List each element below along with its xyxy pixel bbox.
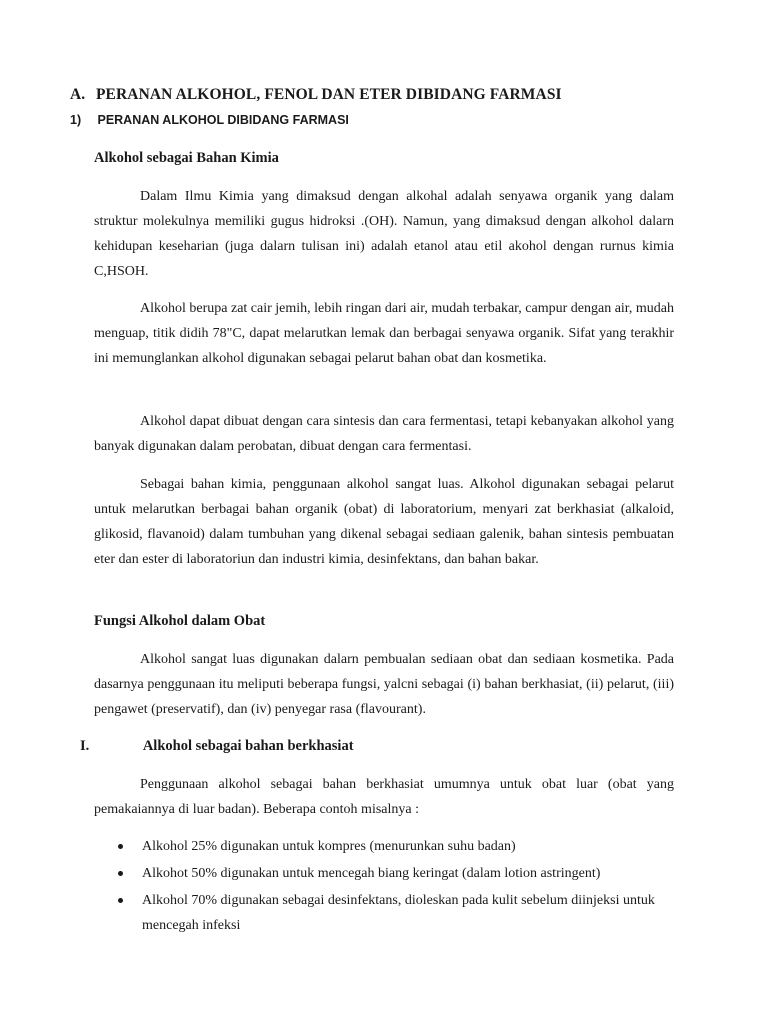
main-heading-number: A. [70, 86, 86, 103]
sub-heading-title: PERANAN ALKOHOL DIBIDANG FARMASI [97, 113, 349, 127]
bullet-list [94, 834, 674, 940]
list-item-text: Alkohol 70% digunakan sebagai desinfektans, dioleskan pada kulit sebelum diinjeksi untuk mencegah infeksi [142, 893, 655, 933]
paragraph-functions: Alkohol sangat luas digunakan dalarn pembualan sediaan obat dan sediaan kosmetika. Pada dasarnya penggunaan itu meliputi beberapa fungsi, yalcni sebagai (i) bahan berkhasiat, (ii) pelarut, (iii) pengawet (preservatif), dan (iv) penyegar rasa (flavourant). [94, 652, 674, 717]
paragraph-uses: Sebagai bahan kimia, penggunaan alkohol sangat luas. Alkohol digunakan sebagai pelarut untuk melarutkan berbagai bahan organik (obat) di laboratorium, menyari zat berkhasiat (alkaloid, glikosid, flavanoid) dalam tumbuhan yang dikenal sebagai sediaan galenik, bahan sintesis pembuatan eter dan ester di laboratoriun dan industri kimia, desinfektans, dan bahan bakar. [94, 477, 674, 567]
main-heading-title: PERANAN ALKOHOL, FENOL DAN ETER DIBIDANG FARMASI [95, 86, 562, 103]
list-item-text: Alkohot 50% digunakan untuk mencegah biang keringat (dalam lotion astringent) [142, 866, 601, 881]
subsection-heading [80, 738, 354, 755]
paragraph-berkhasiat: Penggunaan alkohol sebagai bahan berkhasiat umumnya untuk obat luar (obat yang pemakaiannya di luar badan). Beberapa contoh misalnya : [94, 777, 674, 817]
list-item [94, 888, 674, 938]
bullet-icon [118, 898, 123, 903]
sub-heading-number: 1) [70, 113, 82, 127]
list-item [94, 834, 674, 859]
main-heading [70, 86, 562, 104]
subsection-number: I. [80, 738, 90, 754]
sub-heading [70, 113, 349, 127]
section-title-fungsi: Fungsi Alkohol dalam Obat [94, 613, 266, 629]
subsection-title: Alkohol sebagai bahan berkhasiat [142, 738, 354, 754]
list-item-text: Alkohol 25% digunakan untuk kompres (menurunkan suhu badan) [142, 839, 516, 854]
paragraph-properties: Alkohol berupa zat cair jemih, lebih ringan dari air, mudah terbakar, campur dengan air, mudah menguap, titik didih 78"C, dapat melarutkan lemak dan berbagai senyawa organik. Sifat yang terakhir ini memunglankan alkohol digunakan sebagai pelarut bahan obat dan kosmetika. [94, 301, 675, 366]
list-item [94, 861, 674, 886]
paragraph-production: Alkohol dapat dibuat dengan cara sintesis dan cara fermentasi, tetapi kebanyakan alkohol yang banyak digunakan dalam perobatan, dibuat dengan cara fermentasi. [94, 414, 674, 454]
bullet-icon [118, 844, 123, 849]
bullet-icon [118, 871, 123, 876]
paragraph-definition: Dalam Ilmu Kimia yang dimaksud dengan alkohal adalah senyawa organik yang dalam struktur molekulnya memiliki gugus hidroksi .(OH). Namun, yang dimaksud dengan alkohol dalarn kehidupan keseharian (juga dalarn tulisan ini) adalah etanol atau etil akohol dengan rurnus kimia C,HSOH. [94, 189, 674, 279]
section-title-bahan-kimia: Alkohol sebagai Bahan Kimia [94, 150, 279, 166]
